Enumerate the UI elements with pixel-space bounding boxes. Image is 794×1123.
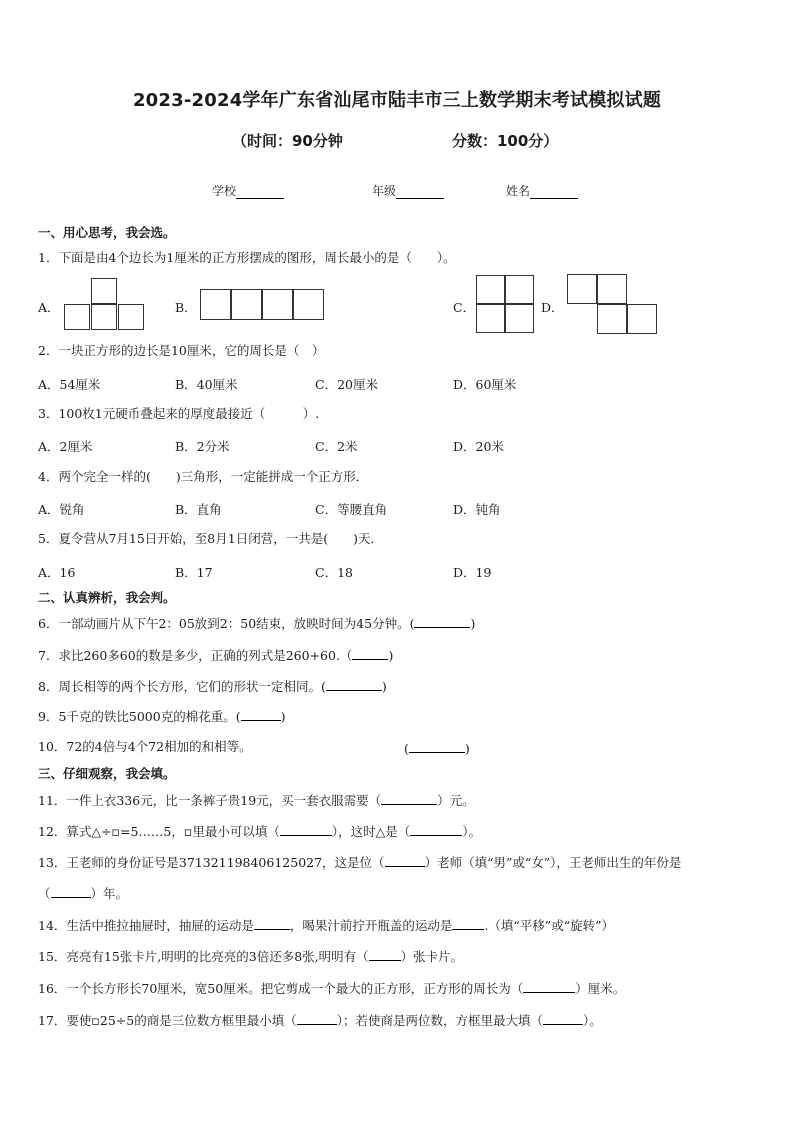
q10-answer-blank[interactable]	[409, 739, 465, 753]
q12-answer-blank-2[interactable]	[410, 822, 462, 836]
q6-answer-blank[interactable]	[414, 614, 470, 628]
question-5: 5．夏令营从7月15日开始，至8月1日闭营，一共是( )天．	[38, 531, 383, 546]
q10-close: )	[464, 741, 470, 756]
q5-option-d: D．19	[453, 565, 492, 580]
q1-figure-a	[64, 278, 146, 332]
q8-text: 8．周长相等的两个长方形，它们的形状一定相同。(	[38, 679, 326, 694]
q13-text-mid: ）老师（填“男”或“女”），王老师出生的年份是	[424, 855, 682, 870]
q15-text-end: ）张卡片。	[400, 949, 464, 964]
figure-square	[293, 289, 324, 320]
school-label: 学校	[212, 184, 237, 198]
q14-text-end: .（填“平移”或“旋转”）	[484, 918, 614, 933]
q13-text: 13．王老师的身份证号是371321198406125027，这是位（	[38, 855, 385, 870]
figure-square	[262, 289, 293, 320]
question-6	[38, 614, 475, 632]
name-blank	[530, 186, 578, 199]
question-2: 2．一块正方形的边长是10厘米，它的周长是（ ）	[38, 343, 325, 358]
question-7	[38, 646, 393, 664]
q1-option-c: C．	[453, 300, 476, 315]
question-17	[38, 1011, 602, 1029]
q1-figure-b	[200, 289, 324, 321]
figure-square	[231, 289, 262, 320]
q4-option-a: A．锐角	[38, 502, 85, 517]
q13-answer-blank-2[interactable]	[51, 884, 91, 898]
q17-text-end: ）。	[582, 1013, 602, 1028]
q7-close: )	[388, 648, 394, 663]
q15-text: 15．亮亮有15张卡片,明明的比亮亮的3倍还多8张,明明有（	[38, 949, 369, 964]
figure-square	[567, 274, 597, 304]
question-8	[38, 677, 387, 695]
q13-answer-blank-1[interactable]	[385, 853, 425, 867]
q4-option-b: B．直角	[175, 502, 222, 517]
q2-option-c: C．20厘米	[315, 377, 378, 392]
q8-close: )	[381, 679, 387, 694]
q11-text-end: ）元。	[437, 793, 475, 808]
q12-answer-blank-1[interactable]	[280, 822, 332, 836]
q15-answer-blank[interactable]	[369, 947, 401, 961]
q3-option-b: B．2分米	[175, 439, 230, 454]
question-12	[38, 822, 481, 840]
q4-option-c: C．等腰直角	[315, 502, 388, 517]
exam-title: 2023-2024学年广东省汕尾市陆丰市三上数学期末考试模拟试题	[132, 90, 662, 111]
q14-answer-blank-2[interactable]	[452, 916, 484, 930]
q14-text: 14．生活中推拉抽屉时，抽屉的运动是	[38, 918, 254, 933]
q5-option-c: C．18	[315, 565, 353, 580]
figure-square	[64, 304, 90, 330]
section-1-heading: 一、用心思考，我会选。	[38, 225, 176, 240]
school-blank	[236, 186, 284, 199]
question-13	[38, 853, 681, 871]
q14-answer-blank-1[interactable]	[254, 916, 290, 930]
q13-text-end: ）年。	[90, 886, 129, 901]
q17-text: 17．要使▫25÷5的商是三位数方框里最小填（	[38, 1013, 297, 1028]
name-label: 姓名	[506, 184, 531, 198]
q6-text: 6．一部动画片从下午2：05放到2：50结束，放映时间为45分钟。(	[38, 616, 415, 631]
q10-answer	[404, 739, 470, 756]
q1-option-a: A．	[38, 300, 60, 315]
q14-text-mid: ，喝果汁前拧开瓶盖的运动是	[289, 918, 453, 933]
question-1: 1．下面是由4个边长为1厘米的正方形摆成的图形，周长最小的是（ ）。	[38, 250, 456, 265]
question-4: 4．两个完全一样的( )三角形，一定能拼成一个正方形．	[38, 469, 369, 484]
section-2-heading: 二、认真辨析，我会判。	[38, 590, 176, 605]
figure-square	[118, 304, 144, 330]
q12-text: 12．算式△÷▫=5……5，▫里最小可以填（	[38, 824, 280, 839]
q11-answer-blank[interactable]	[381, 791, 437, 805]
q1-option-b: B．	[175, 300, 197, 315]
question-13-continued	[38, 884, 128, 902]
q11-text: 11．一件上衣336元，比一条裤子贵19元，买一套衣服需要（	[38, 793, 382, 808]
figure-square	[597, 274, 627, 304]
section-3-heading: 三、仔细观察，我会填。	[38, 766, 176, 781]
question-15	[38, 947, 463, 965]
q3-option-d: D．20米	[453, 439, 504, 454]
q12-text-end: ）。	[462, 824, 481, 839]
q16-answer-blank[interactable]	[523, 979, 575, 993]
q7-answer-blank[interactable]	[352, 646, 388, 660]
q10-text: 10．72的4倍与4个72相加的和相等。	[38, 739, 252, 754]
q9-close: )	[280, 709, 286, 724]
figure-square	[505, 304, 534, 333]
figure-square	[200, 289, 231, 320]
q1-figure-c	[476, 275, 534, 333]
grade-blank	[396, 186, 444, 199]
school-field	[212, 182, 284, 199]
q3-option-a: A．2厘米	[38, 439, 93, 454]
q1-option-d: D．	[541, 300, 564, 315]
figure-square	[597, 304, 627, 334]
grade-field	[372, 182, 444, 199]
figure-square	[91, 278, 117, 304]
question-16	[38, 979, 625, 997]
q4-option-d: D．钝角	[453, 502, 501, 517]
q13-open: （	[38, 886, 51, 901]
q17-answer-blank-2[interactable]	[543, 1011, 583, 1025]
q5-option-b: B．17	[175, 565, 213, 580]
q5-option-a: A．16	[38, 565, 76, 580]
q9-answer-blank[interactable]	[241, 707, 281, 721]
question-14	[38, 916, 614, 934]
figure-square	[91, 304, 117, 330]
name-field	[506, 182, 578, 199]
question-11	[38, 791, 475, 809]
total-score: 分数：100分）	[452, 132, 559, 150]
q2-option-b: B．40厘米	[175, 377, 238, 392]
question-3: 3．100枚1元硬币叠起来的厚度最接近（ ）.	[38, 406, 320, 421]
figure-square	[627, 304, 657, 334]
figure-square	[476, 275, 505, 304]
figure-square	[505, 275, 534, 304]
question-9	[38, 707, 286, 725]
q2-option-d: D．60厘米	[453, 377, 517, 392]
q10-open: (	[404, 741, 409, 756]
q16-text: 16．一个长方形长70厘米，宽50厘米。把它剪成一个最大的正方形，正方形的周长为（	[38, 981, 524, 996]
q6-close: )	[470, 616, 476, 631]
q17-text-mid: ）；若使商是两位数，方框里最大填（	[336, 1013, 543, 1028]
time-limit: （时间：90分钟	[232, 132, 343, 150]
q7-text: 7．求比260多60的数是多少，正确的列式是260+60.（	[38, 648, 353, 663]
question-10	[38, 739, 252, 755]
q2-option-a: A．54厘米	[38, 377, 101, 392]
q12-text-mid: ），这时△是（	[331, 824, 411, 839]
q16-text-end: ）厘米。	[575, 981, 626, 996]
q9-text: 9．5千克的铁比5000克的棉花重。(	[38, 709, 241, 724]
q8-answer-blank[interactable]	[326, 677, 382, 691]
figure-square	[476, 304, 505, 333]
q17-answer-blank-1[interactable]	[297, 1011, 337, 1025]
grade-label: 年级	[372, 184, 397, 198]
q1-figure-d	[567, 274, 657, 334]
q3-option-c: C．2米	[315, 439, 358, 454]
